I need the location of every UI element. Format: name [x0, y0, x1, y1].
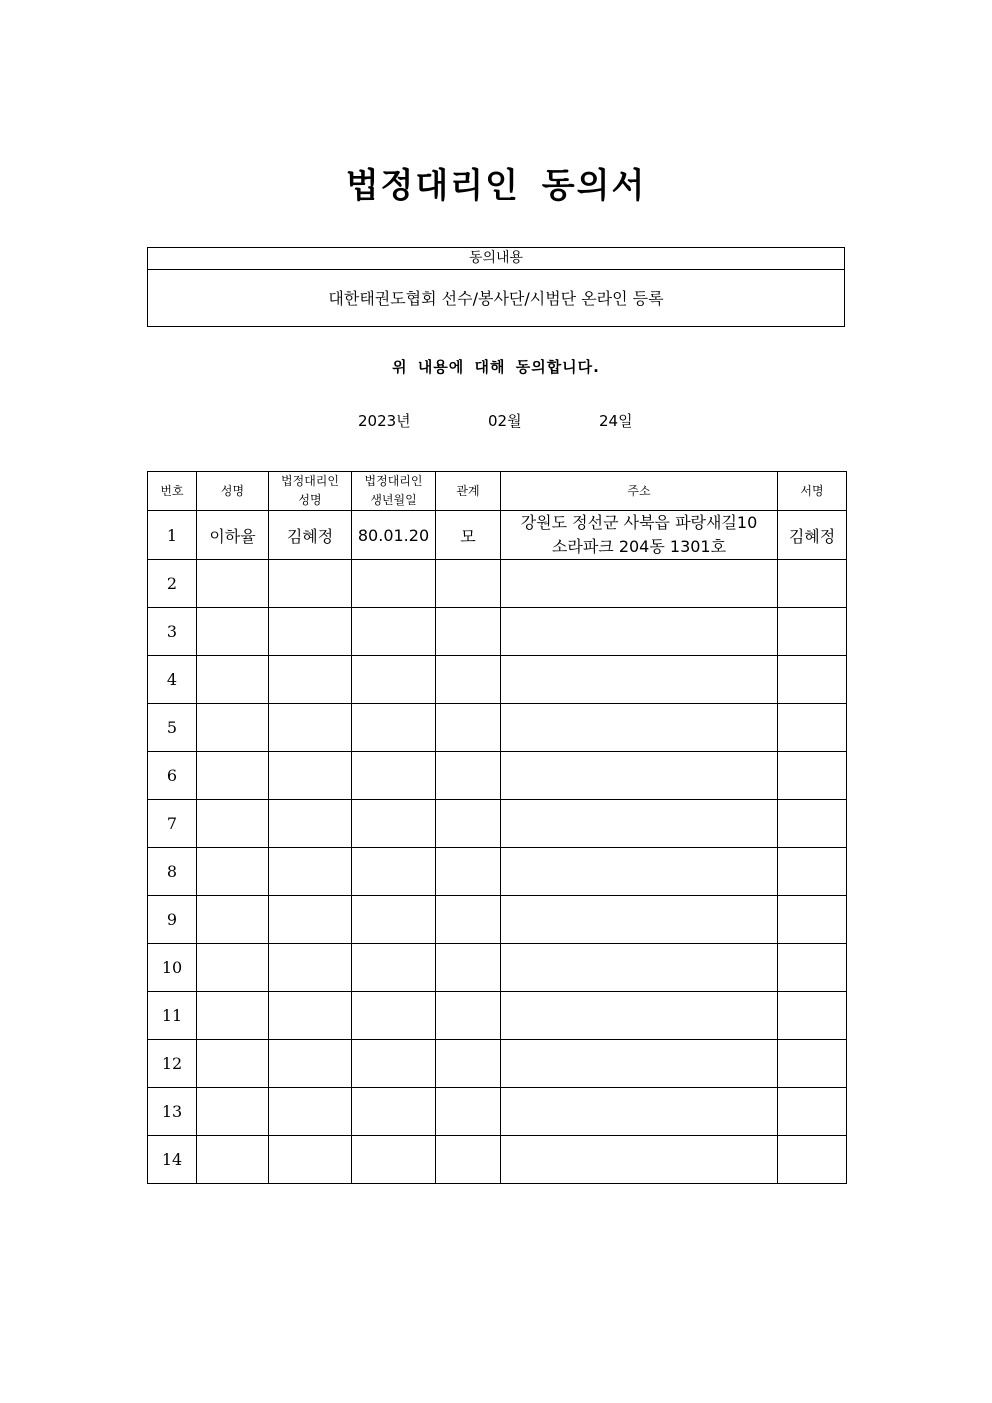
row-address	[501, 511, 778, 560]
row-number: 7	[148, 800, 197, 848]
consent-header: 동의내용	[148, 248, 844, 270]
row-number: 10	[148, 944, 197, 992]
row-guardian-name	[269, 704, 352, 752]
row-address	[501, 608, 778, 656]
row-guardian-name	[269, 896, 352, 944]
row-guardian-birth	[352, 896, 436, 944]
row-address	[501, 896, 778, 944]
row-number: 4	[148, 656, 197, 704]
row-name	[197, 896, 269, 944]
row-name	[197, 608, 269, 656]
row-number: 1	[148, 511, 197, 560]
row-relation: 모	[436, 511, 501, 560]
row-guardian-birth	[352, 800, 436, 848]
row-address	[501, 560, 778, 608]
header-guardian-birth-line2: 생년월일	[370, 493, 417, 507]
row-relation	[436, 1088, 501, 1136]
row-guardian-birth	[352, 1040, 436, 1088]
row-guardian-name	[269, 752, 352, 800]
row-relation	[436, 896, 501, 944]
table-row	[148, 511, 847, 560]
row-guardian-name	[269, 848, 352, 896]
table-row	[148, 800, 847, 848]
row-guardian-name	[269, 656, 352, 704]
agreement-statement: 위 내용에 대해 동의합니다.	[392, 358, 600, 376]
row-guardian-birth: 80.01.20	[352, 511, 436, 560]
row-number: 14	[148, 1136, 197, 1184]
row-name	[197, 1136, 269, 1184]
table-row	[148, 656, 847, 704]
row-signature: 김혜정	[778, 511, 847, 560]
row-relation	[436, 1136, 501, 1184]
row-name	[197, 800, 269, 848]
table-row	[148, 944, 847, 992]
date-year: 2023년	[358, 412, 411, 430]
header-guardian-name-line1: 법정대리인	[281, 474, 339, 488]
consent-body: 대한태권도협회 선수/봉사단/시범단 온라인 등록	[328, 289, 664, 308]
row-name	[197, 848, 269, 896]
row-number: 3	[148, 608, 197, 656]
row-address-line2: 소라파크 204동 1301호	[551, 537, 727, 556]
table-body	[148, 511, 847, 1184]
row-number: 11	[148, 992, 197, 1040]
row-relation	[436, 944, 501, 992]
row-name	[197, 992, 269, 1040]
row-signature	[778, 1088, 847, 1136]
row-name	[197, 704, 269, 752]
row-signature	[778, 752, 847, 800]
header-relation: 관계	[436, 472, 501, 511]
row-name: 이하율	[197, 511, 269, 560]
row-guardian-name	[269, 800, 352, 848]
row-number: 13	[148, 1088, 197, 1136]
date-day: 24일	[599, 412, 633, 430]
row-guardian-name	[269, 1088, 352, 1136]
row-guardian-name: 김혜정	[269, 511, 352, 560]
table-row	[148, 896, 847, 944]
row-address	[501, 800, 778, 848]
row-number: 9	[148, 896, 197, 944]
guardian-table	[147, 471, 847, 1184]
row-address	[501, 656, 778, 704]
row-signature	[778, 992, 847, 1040]
row-address	[501, 1040, 778, 1088]
row-address	[501, 944, 778, 992]
row-guardian-name	[269, 992, 352, 1040]
header-guardian-birth-line1: 법정대리인	[364, 474, 423, 488]
row-guardian-name	[269, 1136, 352, 1184]
table-row	[148, 848, 847, 896]
table-row	[148, 1040, 847, 1088]
row-name	[197, 656, 269, 704]
table-header-row	[148, 472, 847, 511]
row-relation	[436, 704, 501, 752]
row-address	[501, 1136, 778, 1184]
row-signature	[778, 704, 847, 752]
row-signature	[778, 656, 847, 704]
row-guardian-name	[269, 1040, 352, 1088]
row-signature	[778, 1136, 847, 1184]
table-row	[148, 1088, 847, 1136]
header-number: 번호	[148, 472, 197, 511]
row-address	[501, 848, 778, 896]
date-month: 02월	[488, 412, 522, 430]
row-address	[501, 752, 778, 800]
header-signature: 서명	[778, 472, 847, 511]
row-address-line1: 강원도 정선군 사북읍 파랑새길10	[520, 513, 758, 532]
row-number: 6	[148, 752, 197, 800]
row-address	[501, 1088, 778, 1136]
row-signature	[778, 848, 847, 896]
header-address: 주소	[501, 472, 778, 511]
document-title: 법정대리인 동의서	[345, 166, 647, 206]
row-relation	[436, 560, 501, 608]
table-row	[148, 752, 847, 800]
row-address	[501, 992, 778, 1040]
row-relation	[436, 848, 501, 896]
row-number: 2	[148, 560, 197, 608]
row-relation	[436, 656, 501, 704]
row-signature	[778, 896, 847, 944]
row-guardian-birth	[352, 704, 436, 752]
row-guardian-birth	[352, 608, 436, 656]
row-signature	[778, 800, 847, 848]
row-relation	[436, 992, 501, 1040]
row-guardian-name	[269, 608, 352, 656]
consent-box	[147, 247, 845, 327]
row-name	[197, 560, 269, 608]
row-signature	[778, 608, 847, 656]
row-guardian-name	[269, 944, 352, 992]
row-relation	[436, 608, 501, 656]
row-relation	[436, 1040, 501, 1088]
row-guardian-birth	[352, 752, 436, 800]
row-name	[197, 1040, 269, 1088]
row-number: 8	[148, 848, 197, 896]
table-row	[148, 1136, 847, 1184]
row-name	[197, 944, 269, 992]
row-number: 12	[148, 1040, 197, 1088]
table-row	[148, 608, 847, 656]
row-signature	[778, 944, 847, 992]
table-row	[148, 992, 847, 1040]
row-address	[501, 704, 778, 752]
row-guardian-name	[269, 560, 352, 608]
row-guardian-birth	[352, 656, 436, 704]
date-line	[0, 410, 992, 432]
header-name: 성명	[197, 472, 269, 511]
header-guardian-birth	[352, 472, 436, 511]
row-name	[197, 752, 269, 800]
row-guardian-birth	[352, 992, 436, 1040]
table-row	[148, 704, 847, 752]
table-row	[148, 560, 847, 608]
row-number: 5	[148, 704, 197, 752]
row-guardian-birth	[352, 560, 436, 608]
row-signature	[778, 560, 847, 608]
row-name	[197, 1088, 269, 1136]
row-signature	[778, 1040, 847, 1088]
row-guardian-birth	[352, 1088, 436, 1136]
row-relation	[436, 800, 501, 848]
row-relation	[436, 752, 501, 800]
row-guardian-birth	[352, 848, 436, 896]
row-guardian-birth	[352, 1136, 436, 1184]
row-guardian-birth	[352, 944, 436, 992]
header-guardian-name	[269, 472, 352, 511]
header-guardian-name-line2: 성명	[298, 493, 322, 507]
